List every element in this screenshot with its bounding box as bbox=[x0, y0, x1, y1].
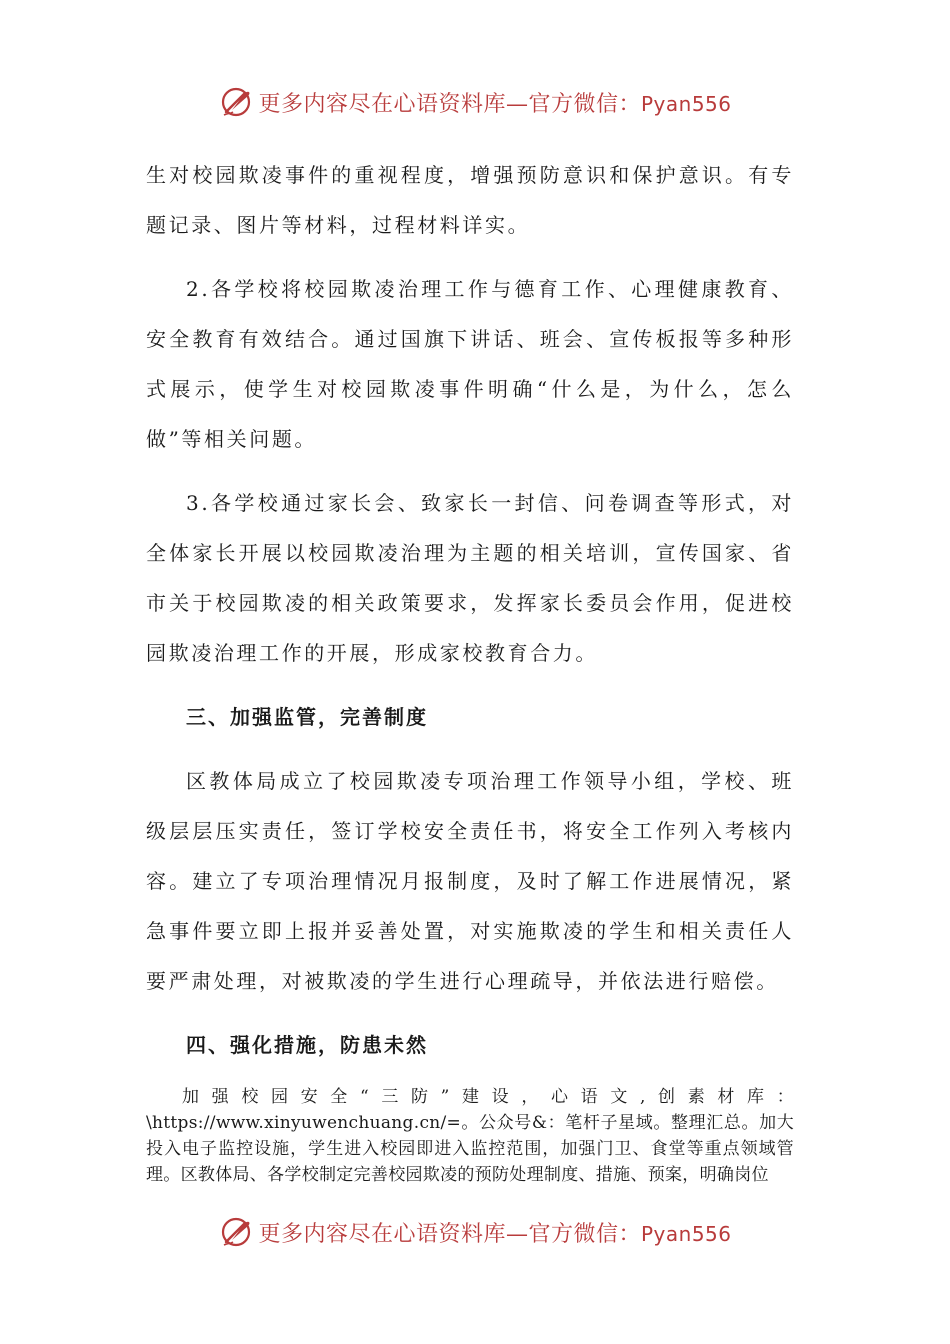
watermark-text bbox=[258, 87, 731, 118]
watermark-wechat-id: Pyan556 bbox=[641, 91, 732, 116]
quill-logo-icon bbox=[218, 1214, 254, 1250]
footer-watermark bbox=[0, 1212, 950, 1252]
quill-logo-icon bbox=[218, 84, 254, 120]
watermark-wechat-id: Pyan556 bbox=[641, 1221, 732, 1246]
watermark-text bbox=[258, 1217, 731, 1248]
paragraph-item-3: 3.各学校通过家长会、致家长一封信、问卷调查等形式，对全体家长开展以校园欺凌治理为主题的相关培训，宣传国家、省市关于校园欺凌的相关政策要求，发挥家长委员会作用，促进校园欺凌治理工作的开展，形成家校教育合力。 bbox=[146, 491, 794, 665]
watermark-label: 更多内容尽在心语资料库—官方微信： bbox=[258, 91, 641, 117]
paragraph-measures: 加强校园安全“三防”建设，心语文,创素材库：\https://www.xinyuwenchuang.cn/=。公众号&：笔杆子星域。整理汇总。加大投入电子监控设施，学生进入校园即进入监控范围，加强门卫、食堂等重点领域管理。区教体局、各学校制定完善校园欺凌的预防处理制度、措施、预案，明确岗位 bbox=[146, 1087, 794, 1185]
section-heading-4: 四、强化措施，防患未然 bbox=[186, 1033, 428, 1057]
paragraph-supervision: 区教体局成立了校园欺凌专项治理工作领导小组，学校、班级层层压实责任，签订学校安全责任书，将安全工作列入考核内容。建立了专项治理情况月报制度，及时了解工作进展情况，紧急事件要立即上报并妥善处置，对实施欺凌的学生和相关责任人要严肃处理，对被欺凌的学生进行心理疏导，并依法进行赔偿。 bbox=[146, 769, 794, 993]
paragraph-item-2: 2.各学校将校园欺凌治理工作与德育工作、心理健康教育、安全教育有效结合。通过国旗下讲话、班会、宣传板报等多种形式展示，使学生对校园欺凌事件明确“什么是，为什么，怎么做”等相关问题。 bbox=[146, 277, 794, 451]
paragraph-continuation: 生对校园欺凌事件的重视程度，增强预防意识和保护意识。有专题记录、图片等材料，过程材料详实。 bbox=[146, 163, 794, 237]
section-heading-3: 三、加强监管，完善制度 bbox=[186, 705, 428, 729]
header-watermark bbox=[0, 82, 950, 122]
document-body bbox=[146, 150, 794, 1188]
watermark-label: 更多内容尽在心语资料库—官方微信： bbox=[258, 1221, 641, 1247]
